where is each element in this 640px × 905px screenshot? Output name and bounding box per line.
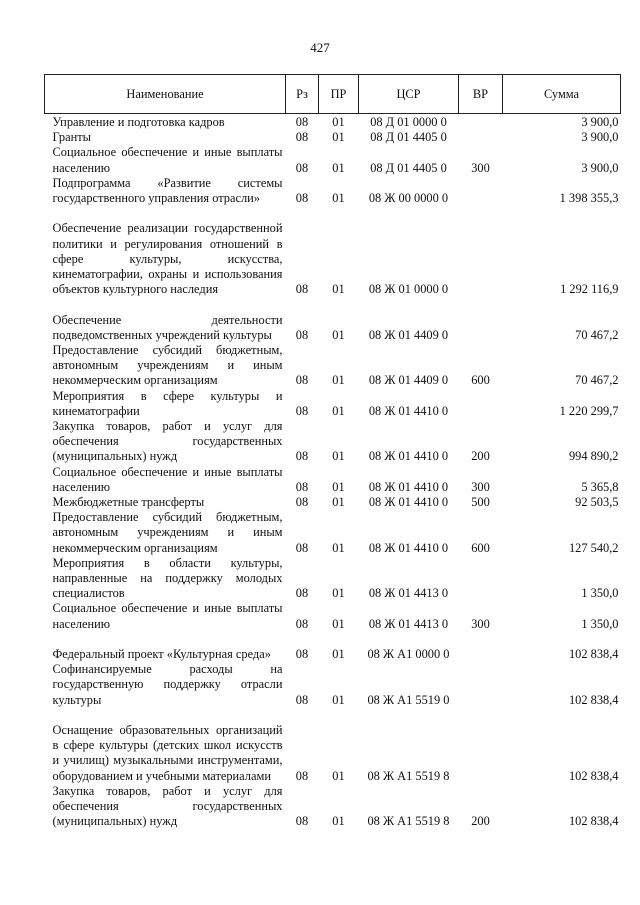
row-sum-cell: 3 900,0 xyxy=(581,160,619,175)
row-csr-cell: 08 Ж 01 4413 0 xyxy=(368,586,449,601)
row-rz-cell: 08 xyxy=(295,130,309,145)
row-name-cell: Предоставление субсидий бюджетным, автономным учреждениям и иным некоммерческим организациям xyxy=(52,343,283,388)
table-row xyxy=(45,465,621,495)
row-rz-cell: 08 xyxy=(295,449,309,464)
row-pr-cell: 01 xyxy=(332,479,345,494)
row-rz-cell: 08 xyxy=(295,479,309,494)
table-row xyxy=(45,708,621,784)
row-rz-cell: 08 xyxy=(295,160,309,175)
row-pr-cell: 01 xyxy=(332,327,345,342)
row-csr-cell: 08 Д 01 4405 0 xyxy=(370,160,447,175)
row-name-cell: Оснащение образовательных организаций в сфере культуры (детских школ искусств и училищ) музыкальными инструментами, оборудованием и учебными материалами xyxy=(52,723,283,783)
row-csr-cell: 08 Ж 01 4410 0 xyxy=(368,495,449,510)
row-name-cell: Межбюджетные трансферты xyxy=(52,495,205,510)
row-vr-cell xyxy=(459,176,503,206)
row-vr-cell: 300 xyxy=(471,160,490,175)
row-rz-cell: 08 xyxy=(295,814,309,829)
row-name-cell: Социальное обеспечение и иные выплаты населению xyxy=(52,601,283,631)
table-row xyxy=(45,632,621,662)
row-vr-cell xyxy=(459,114,503,131)
row-vr-cell: 200 xyxy=(471,814,490,829)
row-vr-cell: 300 xyxy=(471,616,490,631)
row-vr-cell: 600 xyxy=(471,373,490,388)
header-name: Наименование xyxy=(45,75,286,114)
row-csr-cell: 08 Ж А1 5519 0 xyxy=(367,692,450,707)
row-vr-cell xyxy=(459,632,503,662)
row-name-cell: Мероприятия в сфере культуры и кинематографии xyxy=(52,388,283,418)
table-row xyxy=(45,114,621,131)
row-rz-cell: 08 xyxy=(295,191,309,206)
row-pr-cell: 01 xyxy=(332,115,345,129)
row-sum-cell: 1 220 299,7 xyxy=(559,403,619,418)
row-vr-cell: 600 xyxy=(471,540,490,555)
header-vr: ВР xyxy=(459,75,503,114)
table-row xyxy=(45,784,621,830)
table-row xyxy=(45,662,621,708)
budget-table xyxy=(44,74,621,829)
row-pr-cell: 01 xyxy=(332,403,345,418)
table-row xyxy=(45,389,621,419)
row-csr-cell: 08 Ж 01 4410 0 xyxy=(368,479,449,494)
row-pr-cell: 01 xyxy=(332,647,345,662)
row-sum-cell: 70 467,2 xyxy=(575,327,619,342)
header-sum: Сумма xyxy=(503,75,621,114)
row-pr-cell: 01 xyxy=(332,495,345,510)
row-sum-cell: 3 900,0 xyxy=(581,115,619,129)
page-number: 427 xyxy=(310,40,330,55)
row-csr-cell: 08 Ж А1 5519 8 xyxy=(367,768,450,783)
row-rz-cell: 08 xyxy=(295,647,309,662)
table-row xyxy=(45,130,621,145)
row-pr-cell: 01 xyxy=(332,616,345,631)
row-name-cell: Подпрограмма «Развитие системы государственного управления отрасли» xyxy=(52,175,283,206)
row-sum-cell: 1 350,0 xyxy=(581,616,619,631)
table-header xyxy=(45,75,621,114)
row-pr-cell: 01 xyxy=(332,768,345,783)
row-pr-cell: 01 xyxy=(332,540,345,555)
row-pr-cell: 01 xyxy=(332,191,345,206)
table-row xyxy=(45,343,621,389)
row-csr-cell: 08 Ж А1 0000 0 xyxy=(367,647,450,662)
header-csr: ЦСР xyxy=(359,75,459,114)
row-sum-cell: 3 900,0 xyxy=(581,130,619,145)
row-csr-cell: 08 Ж 01 0000 0 xyxy=(368,282,449,297)
row-sum-cell: 1 398 355,3 xyxy=(559,191,619,206)
table-row xyxy=(45,297,621,343)
row-csr-cell: 08 Ж 01 4410 0 xyxy=(368,449,449,464)
row-name-cell: Федеральный проект «Культурная среда» xyxy=(52,647,271,662)
row-csr-cell: 08 Ж 01 4410 0 xyxy=(368,403,449,418)
row-rz-cell: 08 xyxy=(295,616,309,631)
table-row xyxy=(45,601,621,631)
row-name-cell: Обеспечение деятельности подведомственных учреждений культуры xyxy=(52,312,283,342)
row-csr-cell: 08 Д 01 0000 0 xyxy=(370,115,447,129)
row-vr-cell xyxy=(459,130,503,145)
row-vr-cell xyxy=(459,662,503,708)
table-row xyxy=(45,510,621,556)
row-name-cell: Закупка товаров, работ и услуг для обеспечения государственных (муниципальных) нужд xyxy=(52,419,283,464)
row-sum-cell: 5 365,8 xyxy=(581,479,619,494)
row-name-cell: Управление и подготовка кадров xyxy=(52,115,225,129)
row-rz-cell: 08 xyxy=(295,327,309,342)
row-csr-cell: 08 Д 01 4405 0 xyxy=(370,130,447,145)
row-rz-cell: 08 xyxy=(295,692,309,707)
row-sum-cell: 102 838,4 xyxy=(568,647,619,662)
row-sum-cell: 1 292 116,9 xyxy=(560,282,619,297)
row-sum-cell: 92 503,5 xyxy=(575,495,619,510)
row-name-cell: Гранты xyxy=(52,130,91,145)
row-name-cell: Социальное обеспечение и иные выплаты населению xyxy=(52,145,283,175)
row-name-cell: Мероприятия в области культуры, направленные на поддержку молодых специалистов xyxy=(52,555,283,601)
row-sum-cell: 102 838,4 xyxy=(568,768,619,783)
row-vr-cell: 300 xyxy=(471,479,490,494)
row-pr-cell: 01 xyxy=(332,586,345,601)
row-name-cell: Предоставление субсидий бюджетным, автономным учреждениям и иным некоммерческим организациям xyxy=(52,510,283,555)
row-pr-cell: 01 xyxy=(332,130,345,145)
row-sum-cell: 102 838,4 xyxy=(568,814,619,829)
table-row xyxy=(45,145,621,175)
row-name-cell: Закупка товаров, работ и услуг для обеспечения государственных (муниципальных) нужд xyxy=(52,783,283,829)
row-name-cell: Социальное обеспечение и иные выплаты населению xyxy=(52,464,283,494)
row-pr-cell: 01 xyxy=(332,692,345,707)
row-csr-cell: 08 Ж 01 4409 0 xyxy=(368,373,449,388)
row-vr-cell xyxy=(459,206,503,297)
row-name-cell: Обеспечение реализации государственной политики и регулирования отношений в сфере культуры, искусства, кинематографии, охраны и использования объектов культурного наследия xyxy=(52,221,283,297)
table-row xyxy=(45,176,621,206)
row-sum-cell: 70 467,2 xyxy=(575,373,619,388)
table-row xyxy=(45,206,621,297)
row-rz-cell: 08 xyxy=(295,495,309,510)
row-pr-cell: 01 xyxy=(332,814,345,829)
row-csr-cell: 08 Ж 01 4413 0 xyxy=(368,616,449,631)
row-pr-cell: 01 xyxy=(332,282,345,297)
row-csr-cell: 08 Ж 00 0000 0 xyxy=(368,191,449,206)
row-csr-cell: 08 Ж А1 5519 8 xyxy=(367,814,450,829)
table-row xyxy=(45,556,621,602)
row-vr-cell xyxy=(459,556,503,602)
row-vr-cell xyxy=(459,708,503,784)
row-pr-cell: 01 xyxy=(332,160,345,175)
row-vr-cell xyxy=(459,297,503,343)
row-name-cell: Софинансируемые расходы на государственную поддержку отрасли культуры xyxy=(52,662,283,707)
header-pr: ПР xyxy=(319,75,359,114)
row-pr-cell: 01 xyxy=(332,373,345,388)
row-vr-cell xyxy=(459,389,503,419)
row-rz-cell: 08 xyxy=(295,403,309,418)
row-sum-cell: 127 540,2 xyxy=(568,540,619,555)
row-pr-cell: 01 xyxy=(332,449,345,464)
row-vr-cell: 200 xyxy=(471,449,490,464)
table-body xyxy=(45,114,621,830)
table-row xyxy=(45,419,621,465)
row-rz-cell: 08 xyxy=(295,586,309,601)
row-rz-cell: 08 xyxy=(295,373,309,388)
row-csr-cell: 08 Ж 01 4409 0 xyxy=(368,327,449,342)
row-sum-cell: 994 890,2 xyxy=(568,449,619,464)
row-rz-cell: 08 xyxy=(295,115,309,129)
row-vr-cell: 500 xyxy=(471,495,490,510)
row-csr-cell: 08 Ж 01 4410 0 xyxy=(368,540,449,555)
table-row xyxy=(45,495,621,510)
row-rz-cell: 08 xyxy=(295,282,309,297)
row-sum-cell: 1 350,0 xyxy=(581,586,619,601)
row-rz-cell: 08 xyxy=(295,540,309,555)
row-rz-cell: 08 xyxy=(295,768,309,783)
row-sum-cell: 102 838,4 xyxy=(568,692,619,707)
header-rz: Рз xyxy=(286,75,319,114)
